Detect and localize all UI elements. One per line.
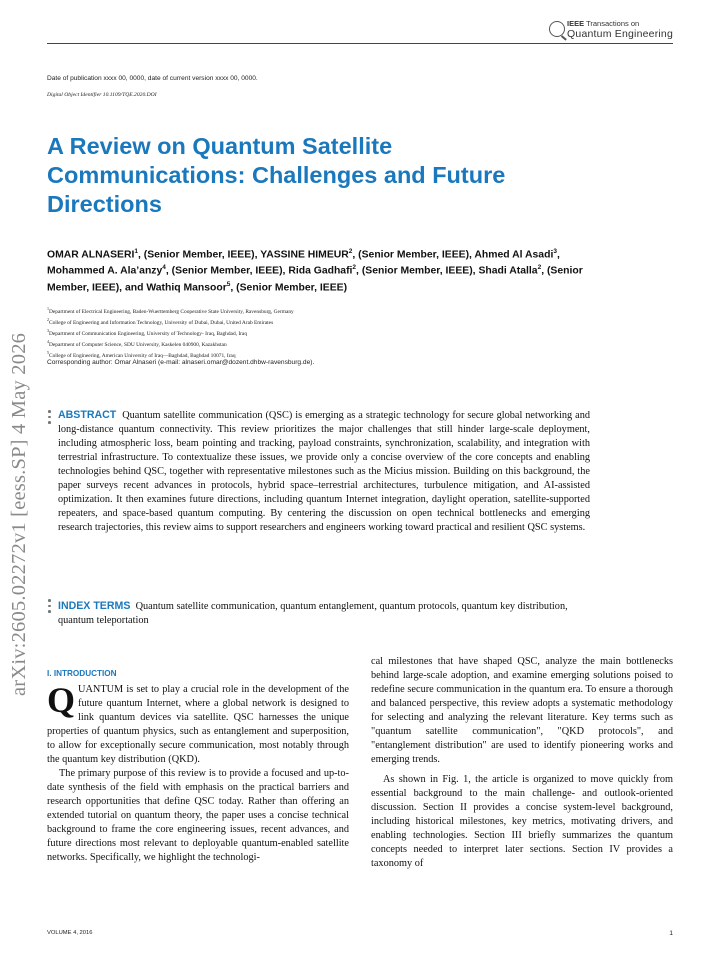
- author-affiliation-number: 3: [553, 248, 557, 255]
- index-terms-label: INDEX TERMS: [58, 600, 131, 612]
- author-role: , (Senior Member, IEEE),: [137, 249, 261, 261]
- author-name: YASSINE HIMEUR: [260, 249, 349, 261]
- publication-date: Date of publication xxxx 00, 0000, date of current version xxxx 00, 0000.: [47, 75, 258, 82]
- logo-line1: Transactions on: [584, 19, 640, 28]
- header-rule: [47, 43, 673, 44]
- paper-title: A Review on Quantum Satellite Communications: Challenges and Future Directions: [47, 133, 506, 217]
- affiliation-line: [47, 327, 647, 338]
- intro-paragraph-1: [47, 680, 349, 767]
- affiliation-number: 4: [47, 339, 49, 345]
- affiliation-text: Department of Communication Engineering, University of Technology- Iraq, Baghdad, Iraq: [49, 330, 248, 337]
- affiliation-text: Department of Electrical Engineering, Baden-Wuerttemberg Cooperative State University, Ravensburg, Germany: [49, 308, 294, 315]
- affiliation-text: College of Engineering and Information Technology, University of Dubai, Dubai, United Arab Emirates: [49, 319, 274, 326]
- author-name: Ahmed Al Asadi: [474, 249, 554, 261]
- author-role: , (Senior Member, IEEE),: [352, 249, 475, 261]
- page-number: 1: [669, 930, 673, 937]
- journal-logo: [549, 16, 673, 42]
- quantum-q-icon: [549, 21, 565, 37]
- author-role: ,: [556, 249, 560, 261]
- index-dots: [48, 599, 51, 616]
- author-name: Mohammed A. Ala’anzy: [47, 265, 163, 277]
- author-affiliation-number: 2: [348, 248, 353, 255]
- intro-p1-text: UANTUM is set to play a crucial role in the development of the future quantum Internet, where a global network is designed to link quantum devices via satellite. QSC harnesses the unique properties of quantum physics, such as entanglement and superposition, to allow for exceptionally secure communication, most notably through the quantum key distribution (QKD).: [47, 684, 349, 765]
- author-list: [47, 245, 607, 294]
- index-terms-text: Quantum satellite communication, quantum entanglement, quantum protocols, quantum key distribution, quantum teleportation: [58, 601, 568, 626]
- affiliation-number: 5: [47, 350, 49, 356]
- abstract-text: Quantum satellite communication (QSC) is emerging as a strategic technology for secure global networking and long-distance quantum connectivity. This review prioritizes the major challenges that still hinder large-scale deployment, including atmospheric loss, beam pointing and tracking, payload constraints, synchronization, scalability, and integration with terrestrial infrastructure. To contextualize these issues, we provide only a concise overview of the core concepts and enabling technologies behind QSC, together with representative milestones such as the Micius mission. Building on this background, the paper surveys recent advances in protocols, hybrid space–terrestrial architectures, turbulence mitigation, and AI-assisted optimization. It then examines future directions, including quantum Internet integration, daylight operation, satellite-supported repeaters, and space-based quantum computing. By centering the discussion on open technical bottlenecks and emerging research trajectories, this review aims to support researchers and engineers working toward practical and resilient QSC systems.: [58, 410, 590, 533]
- drop-cap: Q: [47, 680, 76, 720]
- section-heading: I. INTRODUCTION: [47, 669, 117, 678]
- right-column: [371, 655, 673, 871]
- author-affiliation-number: 5: [226, 280, 231, 288]
- affiliation-text: College of Engineering, American University of Iraq—Baghdad, Baghdad 10071, Iraq: [49, 353, 236, 360]
- author-role: , (Senior Member, IEEE),: [165, 265, 289, 277]
- affiliations: [47, 305, 647, 360]
- affiliation-line: [47, 316, 647, 327]
- affiliation-number: 2: [47, 317, 49, 323]
- author-role: , (Senior Member, IEEE): [230, 282, 348, 294]
- author-affiliation-number: 2: [352, 264, 357, 272]
- abstract: [58, 408, 590, 535]
- author-name: OMAR ALNASERI: [47, 249, 135, 261]
- affiliation-text: Department of Computer Science, SDU University, Kaskelen 040900, Kazakhstan: [49, 342, 227, 349]
- corresponding-author: Corresponding author: Omar Alnaseri (e-mail: alnaseri.omar@dozent.dhbw-ravensburg.de).: [47, 359, 315, 366]
- logo-ieee: IEEE: [567, 19, 585, 28]
- author-affiliation-number: 1: [134, 248, 138, 255]
- affiliation-number: 1: [47, 306, 49, 311]
- author-affiliation-number: 2: [537, 264, 542, 272]
- intro-paragraph-3: cal milestones that have shaped QSC, analyze the main bottlenecks behind large-scale adoption, and examine emerging solutions poised to redefine secure communication in the quantum era. To ensure a thorough and balanced perspective, this review adopts a systematic methodology for selecting and analyzing the relevant literature. Key terms such as "quantum satellite communication", "QKD protocols", and "entanglement distribution" are used to identify pioneering works and emerging trends.: [371, 656, 673, 765]
- intro-paragraph-2: The primary purpose of this review is to provide a focused and up-to-date synthesis of the field with emphasis on the practical barriers and research opportunities that define QSC today. Rather than offering an extended tutorial on quantum theory, the paper uses a concise technical background to frame the core engineering issues, recent advances, and future directions most relevant to deployable quantum-enabled satellite networks. Specifically, we highlight the technologi-: [47, 768, 349, 863]
- abstract-dots: [48, 410, 51, 427]
- author-affiliation-number: 4: [162, 264, 166, 272]
- logo-line2: Quantum Engineering: [567, 28, 673, 40]
- left-column: [47, 680, 349, 865]
- arxiv-stamp: arXiv:2605.02272v1 [eess.SP] 4 May 2026: [8, 332, 30, 696]
- author-name: Shadi Atalla: [478, 265, 538, 277]
- affiliation-line: [47, 305, 647, 316]
- author-name: Rida Gadhafi: [288, 265, 353, 277]
- affiliation-number: 3: [47, 328, 49, 334]
- doi: Digital Object Identifier 10.1109/TQE.2020.DOI: [47, 92, 157, 98]
- index-terms: [58, 599, 590, 628]
- abstract-label: ABSTRACT: [58, 409, 117, 421]
- author-role: , (Senior Member, IEEE), and: [47, 265, 583, 294]
- affiliation-line: [47, 338, 647, 349]
- author-role: , (Senior Member, IEEE),: [356, 265, 479, 277]
- intro-paragraph-4: As shown in Fig. 1, the article is organized to move quickly from essential background to the main challenge- and outlook-oriented discussion. Section II provides a concise system-level background, including historical milestones, key metrics, motivating drivers, and enabling technologies. Section III briefly summarizes the quantum concepts needed to interpret later sections. Section IV provides a taxonomy of: [371, 774, 673, 869]
- footer-volume: VOLUME 4, 2016: [47, 930, 93, 936]
- author-name: Wathiq Mansoor: [146, 282, 227, 294]
